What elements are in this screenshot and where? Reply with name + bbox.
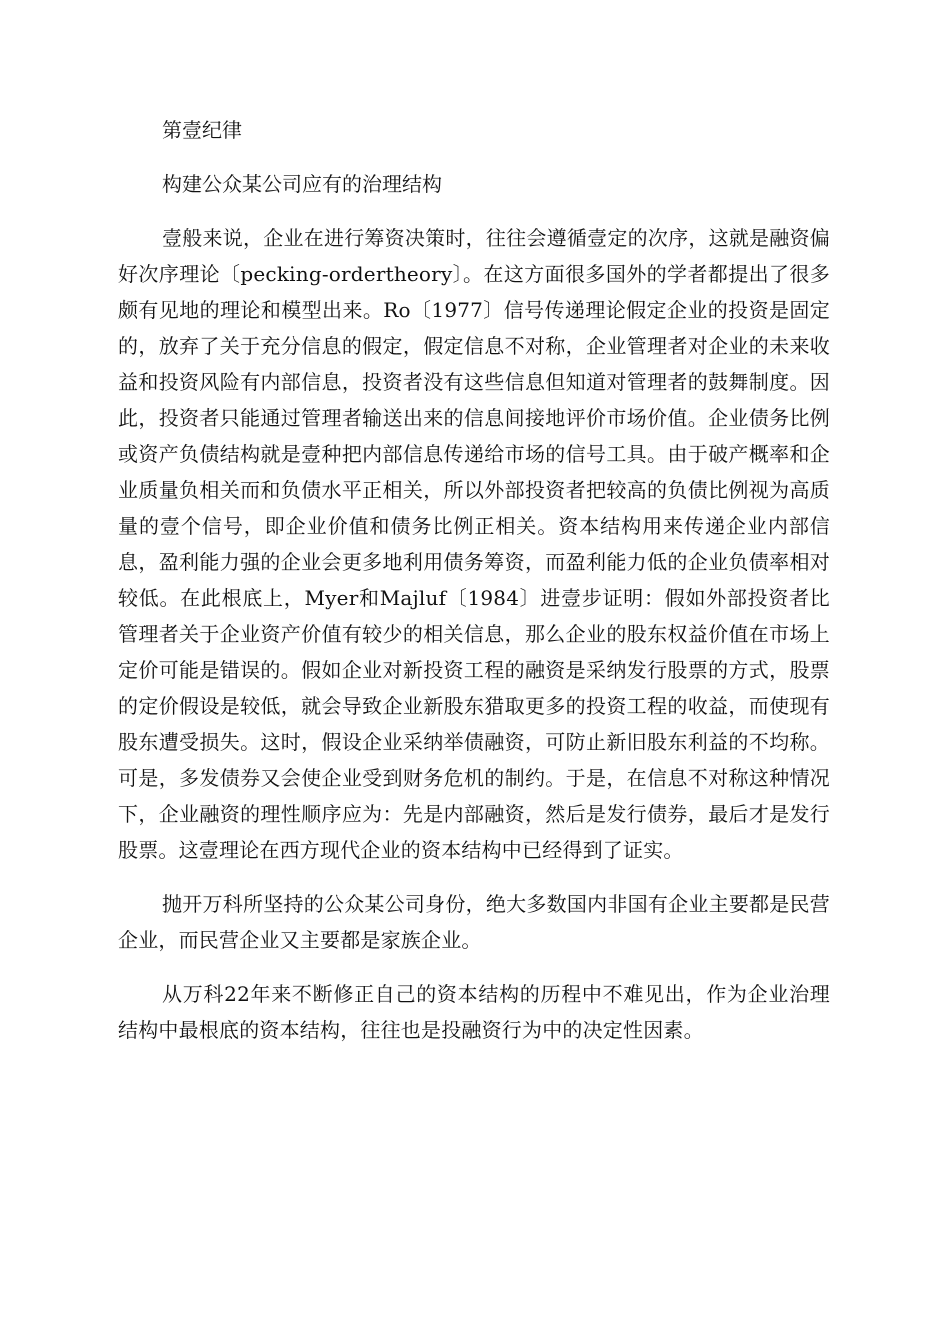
chapter-title: 第壹纪律 — [162, 118, 242, 142]
paragraph-pecking-order: 壹般来说，企业在进行筹资决策时，往往会遵循壹定的次序，这就是融资偏好次序理论〔pecking-ordertheory〕。在这方面很多国外的学者都提出了很多颇有见地的理论和模型出来。Ro〔1977〕信号传递理论假定企业的投资是固定的，放弃了关于充分信息的假定，假定信息不对称，企业管理者对企业的未来收益和投资风险有内部信息，投资者没有这些信息但知道对管理者的鼓舞制度。因此，投资者只能通过管理者输送出来的信息间接地评价市场价值。企业债务比例或资产负债结构就是壹种把内部信息传递给市场的信号工具。由于破产概率和企业质量负相关而和负债水平正相关，所以外部投资者把较高的负债比例视为高质量的壹个信号，即企业价值和债务比例正相关。资本结构用来传递企业内部信息，盈利能力强的企业会更多地利用债务筹资，而盈利能力低的企业负债率相对较低。在此根底上，Myer和Majluf〔1984〕进壹步证明：假如外部投资者比管理者关于企业资产价值有较少的相关信息，那么企业的股东权益价值在市场上定价可能是错误的。假如企业对新投资工程的融资是采纳发行股票的方式，股票的定价假设是较低，就会导致企业新股东猎取更多的投资工程的收益，而使现有股东遭受损失。这时，假设企业采纳举债融资，可防止新旧股东利益的不均称。可是，多发债券又会使企业受到财务危机的制约。于是，在信息不对称这种情况下，企业融资的理性顺序应为：先是内部融资，然后是发行债券，最后才是发行股票。这壹理论在西方现代企业的资本结构中已经得到了证实。 — [118, 226, 830, 862]
section-title: 构建公众某公司应有的治理结构 — [162, 172, 442, 196]
paragraph-private-enterprise: 抛开万科所坚持的公众某公司身份，绝大多数国内非国有企业主要都是民营企业，而民营企业又主要都是家族企业。 — [118, 892, 830, 952]
document-body — [118, 112, 830, 1066]
paragraph-capital-structure: 从万科22年来不断修正自己的资本结构的历程中不难见出，作为企业治理结构中最根底的资本结构，往往也是投融资行为中的决定性因素。 — [118, 982, 830, 1042]
